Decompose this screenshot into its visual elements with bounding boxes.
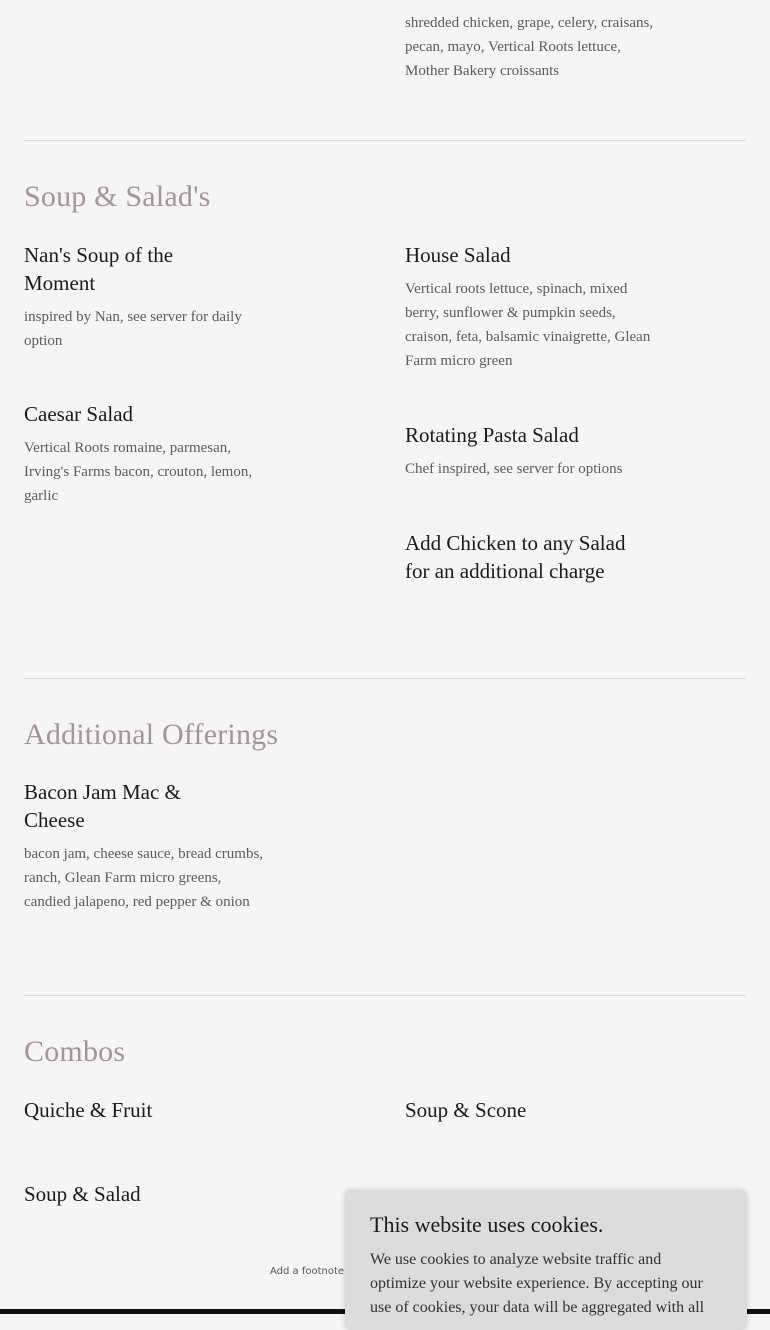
footnote: Add a footnote	[270, 1266, 345, 1277]
item-name-add-chicken: Add Chicken to any Salad for an additional charge	[405, 531, 626, 583]
item-description-nans-soup: inspired by Nan, see server for daily option	[24, 309, 242, 349]
cookie-banner-title: This website uses cookies.	[370, 1212, 604, 1237]
section-divider	[24, 140, 746, 141]
item-description-bacon-jam-mac-cheese: bacon jam, cheese sauce, bread crumbs, ranch, Glean Farm micro greens, candied jalapeno, red pepper & onion	[24, 846, 264, 910]
item-name-house-salad: House Salad	[405, 243, 511, 267]
section-title-additional-offerings: Additional Offerings	[24, 718, 279, 751]
item-name-soup-scone: Soup & Scone	[405, 1098, 527, 1122]
item-name-quiche-fruit: Quiche & Fruit	[24, 1098, 153, 1122]
item-name-caesar-salad: Caesar Salad	[24, 402, 134, 426]
section-divider	[24, 678, 746, 679]
item-description-house-salad: Vertical roots lettuce, spinach, mixed berry, sunflower & pumpkin seeds, craison, feta, balsamic vinaigrette, Glean Farm micro green	[405, 281, 651, 369]
item-name-soup-salad: Soup & Salad	[24, 1182, 141, 1206]
cookie-banner-text: We use cookies to analyze website traffic and optimize your website experience. By accepting our use of cookies, your data will be aggregated with all	[370, 1251, 705, 1316]
chicken-salad-croissant-description: shredded chicken, grape, celery, craisans, pecan, mayo, Vertical Roots lettuce, Mother Bakery croissants	[405, 15, 654, 79]
section-title-combos: Combos	[24, 1035, 126, 1068]
item-description-rotating-pasta-salad: Chef inspired, see server for options	[405, 461, 623, 477]
section-title-soup-salads: Soup & Salad's	[24, 180, 211, 213]
item-description-caesar-salad: Vertical Roots romaine, parmesan, Irving's Farms bacon, crouton, lemon, garlic	[24, 440, 253, 504]
section-divider	[24, 995, 746, 996]
cookie-banner	[345, 1190, 747, 1330]
item-name-rotating-pasta-salad: Rotating Pasta Salad	[405, 423, 579, 447]
item-name-bacon-jam-mac-cheese: Bacon Jam Mac & Cheese	[24, 780, 181, 832]
item-name-nans-soup: Nan's Soup of the Moment	[24, 243, 174, 295]
